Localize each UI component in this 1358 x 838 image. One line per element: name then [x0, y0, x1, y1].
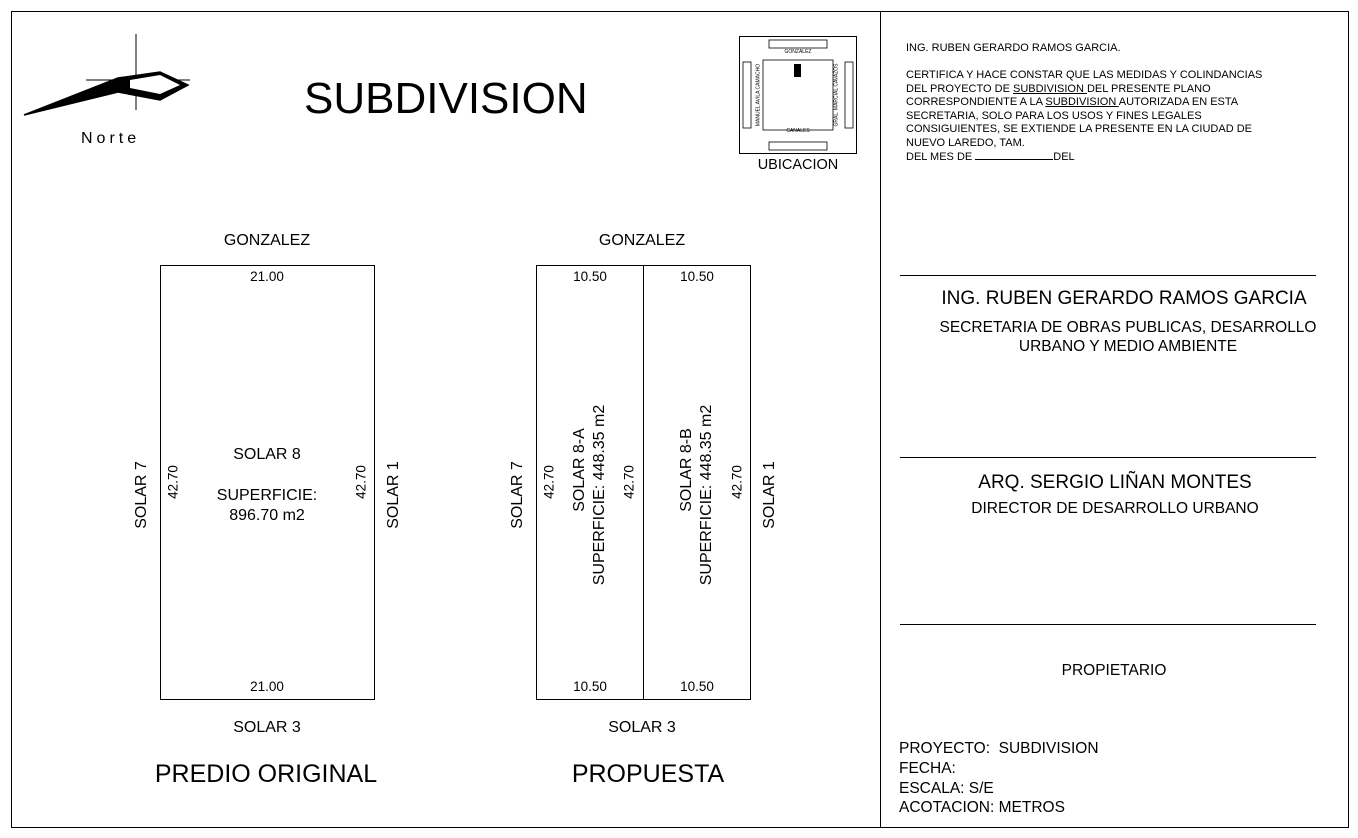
lot-a-left-dimension: 42.70	[541, 465, 557, 499]
original-front-dimension: 21.00	[250, 269, 284, 284]
certification-block	[906, 42, 1262, 165]
cert-line-2-pre: DEL PROYECTO DE	[906, 82, 1013, 95]
original-right-dimension: 42.70	[353, 465, 369, 499]
original-lot-name: SOLAR 8	[233, 446, 301, 463]
lot-a-back-dimension: 10.50	[573, 679, 607, 694]
cert-line-6: NUEVO LAREDO, TAM.	[906, 136, 1025, 149]
month-blank	[975, 150, 1053, 160]
original-back-dimension: 21.00	[250, 679, 284, 694]
original-neighbor-left: SOLAR 7	[133, 461, 150, 529]
lot-b-left-dimension: 42.70	[621, 465, 637, 499]
signature-1-role-line-2: URBANO Y MEDIO AMBIENTE	[1018, 338, 1238, 355]
title-block-divider	[880, 11, 881, 828]
location-street-top: GONZALEZ	[784, 49, 812, 55]
lot-a-name: SOLAR 8-A	[571, 428, 588, 512]
lot-b-area: SUPERFICIE: 448.35 m2	[698, 404, 715, 586]
signature-line-2	[900, 457, 1316, 458]
cert-line-7-pre: DEL MES DE	[906, 151, 976, 163]
signature-line-1	[900, 275, 1316, 276]
scale-field: ESCALA: S/E	[899, 780, 994, 797]
original-area-label: SUPERFICIE:	[216, 487, 318, 504]
lot-b-right-dimension: 42.70	[729, 465, 745, 499]
original-street-bottom: SOLAR 3	[233, 719, 301, 736]
location-street-bottom: CANALES	[786, 128, 810, 134]
date-field: FECHA:	[899, 760, 956, 777]
location-street-left: MANUEL AVILA CAMACHO	[755, 63, 762, 127]
cert-line-5: CONSIGUIENTES, SE EXTIENDE LA PRESENTE EN LA CIUDAD DE	[906, 123, 1252, 135]
cert-line-2-post: DEL PRESENTE PLANO	[1086, 82, 1211, 95]
lot-b-back-dimension: 10.50	[680, 679, 714, 694]
proposed-caption: PROPUESTA	[571, 760, 725, 788]
cert-line-3-post: AUTORIZADA EN ESTA	[1118, 96, 1239, 108]
proposed-neighbor-right: SOLAR 1	[761, 461, 778, 529]
location-caption: UBICACION	[757, 157, 839, 173]
original-street-top: GONZALEZ	[223, 232, 311, 249]
proposed-street-bottom: SOLAR 3	[608, 719, 676, 736]
original-neighbor-right: SOLAR 1	[385, 461, 402, 529]
signature-2-role: DIRECTOR DE DESARROLLO URBANO	[971, 500, 1259, 517]
cert-line-4: SECRETARIA, SOLO PARA LOS USOS Y FINES LEGALES	[906, 109, 1202, 122]
project-field: PROYECTO: SUBDIVISION	[899, 740, 1099, 757]
original-area-value: 896.70 m2	[229, 507, 305, 524]
lot-a-area: SUPERFICIE: 448.35 m2	[591, 404, 608, 586]
cert-line-3-pre: CORRESPONDIENTE A LA	[906, 96, 1046, 108]
page-title: SUBDIVISION	[304, 74, 588, 123]
cert-line-1: CERTIFICA Y HACE CONSTAR QUE LAS MEDIDAS Y COLINDANCIAS	[906, 69, 1263, 81]
original-lot-outline	[160, 265, 375, 700]
lot-b-name: SOLAR 8-B	[678, 428, 695, 512]
signature-1-name: ING. RUBEN GERARDO RAMOS GARCIA	[941, 288, 1307, 309]
north-arrow-icon	[20, 30, 195, 125]
lot-a-front-dimension: 10.50	[573, 269, 607, 284]
cert-line-2-underlined: SUBDIVISION	[1012, 82, 1087, 95]
cert-line-3-underlined: SUBDIVISION	[1045, 96, 1119, 108]
location-street-right: GRAL. MARCIAL CAVAZOS	[833, 63, 840, 127]
original-left-dimension: 42.70	[165, 465, 181, 499]
lot-b-front-dimension: 10.50	[680, 269, 714, 284]
original-caption: PREDIO ORIGINAL	[154, 760, 378, 788]
proposed-neighbor-left: SOLAR 7	[509, 461, 526, 529]
signature-1-role-line-1: SECRETARIA DE OBRAS PUBLICAS, DESARROLLO	[939, 319, 1317, 336]
units-field: ACOTACION: METROS	[899, 799, 1065, 816]
cert-line-7-post: DEL	[1053, 151, 1075, 163]
north-label: Norte	[81, 130, 141, 147]
proposed-street-top: GONZALEZ	[598, 232, 686, 249]
cert-engineer: ING. RUBEN GERARDO RAMOS GARCIA.	[906, 42, 1121, 54]
signature-3-role: PROPIETARIO	[1061, 662, 1167, 679]
signature-2-name: ARQ. SERGIO LIÑAN MONTES	[978, 472, 1252, 493]
signature-line-3	[900, 624, 1316, 625]
